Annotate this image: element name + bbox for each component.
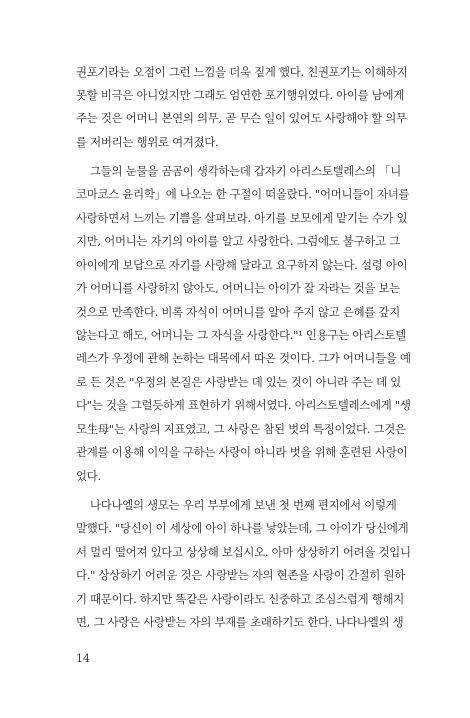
body-line-10: 가 어머니를 사랑하지 않아도, 어머니는 아이가 잘 자라는 것을 보는: [76, 281, 401, 295]
body-line-24: 면, 그 사랑은 사랑받는 자의 부재를 초래하기도 한다. 나다나엘의 생: [76, 615, 404, 629]
body-line-6: 코마코스 윤리학」에 나오는 한 구절이 떠올랐다. "어머니들이 자녀를: [76, 187, 410, 201]
body-line-1: 권포기라는 오점이 그런 느낌을 더욱 짙게 했다. 친권포기는 이해하지: [76, 65, 408, 79]
body-line-20: 말했다. "당신이 이 세상에 아이 하나를 낳았는데, 그 아이가 당신에게: [76, 521, 409, 535]
body-line-16: 모生母"는 사랑의 지표였고, 그 사랑은 참된 벗의 특징이었다. 그것은: [76, 422, 406, 436]
body-line-2: 못할 비극은 아니었지만 그래도 엄연한 포기행위였다. 아이를 남에게: [76, 88, 405, 102]
body-line-18: 었다.: [76, 469, 101, 483]
body-line-5: 그들의 눈물을 곰곰이 생각하는데 갑자기 아리스토텔레스의 「니: [90, 164, 401, 178]
body-line-14: 로 든 것은 "우정의 본질은 사랑받는 데 있는 것이 아니라 주는 데 있: [76, 375, 402, 389]
body-line-19: 나다나엘의 생모는 우리 부부에게 보낸 첫 번째 편지에서 이렇게: [90, 498, 397, 512]
body-line-15: 다"는 것을 그럴듯하게 표현하기 위해서였다. 아리스토텔레스에게 "생: [76, 398, 411, 412]
body-line-9: 아이에게 보답으로 자기를 사랑해 달라고 요구하지 않는다. 설령 아이: [76, 258, 408, 272]
body-line-12: 않는다고 해도, 어머니는 그 자식을 사랑한다."¹ 인용구는 아리스토텔: [76, 328, 406, 342]
body-line-23: 기 때문이다. 하지만 똑같은 사랑이라도 신중하고 조심스럽게 행해지: [76, 592, 405, 606]
body-line-8: 지만, 어머니는 자기의 아이를 알고 사랑한다. 그럼에도 불구하고 그: [76, 234, 401, 248]
body-line-17: 관계를 이용해 이익을 구하는 사랑이 아니라 벗을 위해 훈련된 사랑이: [76, 445, 408, 459]
body-line-7: 사랑하면서 느끼는 기쁨을 살펴보라. 아기를 보모에게 맡기는 수가 있: [76, 211, 408, 225]
body-line-3: 주는 것은 어머니 본연의 의무, 곧 무슨 일이 있어도 사랑해야 할 의무: [76, 111, 407, 125]
body-line-22: 다." 상상하기 어려운 것은 사랑받는 자의 현존을 사랑이 간절히 원하: [76, 568, 406, 582]
body-line-4: 를 저버리는 행위로 여겨졌다.: [76, 135, 219, 149]
body-line-11: 것으로 만족한다. 비록 자식이 어머니를 알아 주지 않고 은혜를 갚지: [76, 305, 401, 319]
page-number: 14: [76, 652, 90, 665]
body-line-13: 레스가 우정에 관해 논하는 대목에서 따온 것이다. 그가 어머니들을 예: [76, 351, 411, 365]
body-line-21: 서 멀리 떨어져 있다고 상상해 보십시오. 아마 상상하기 어려울 것입니: [76, 545, 411, 559]
